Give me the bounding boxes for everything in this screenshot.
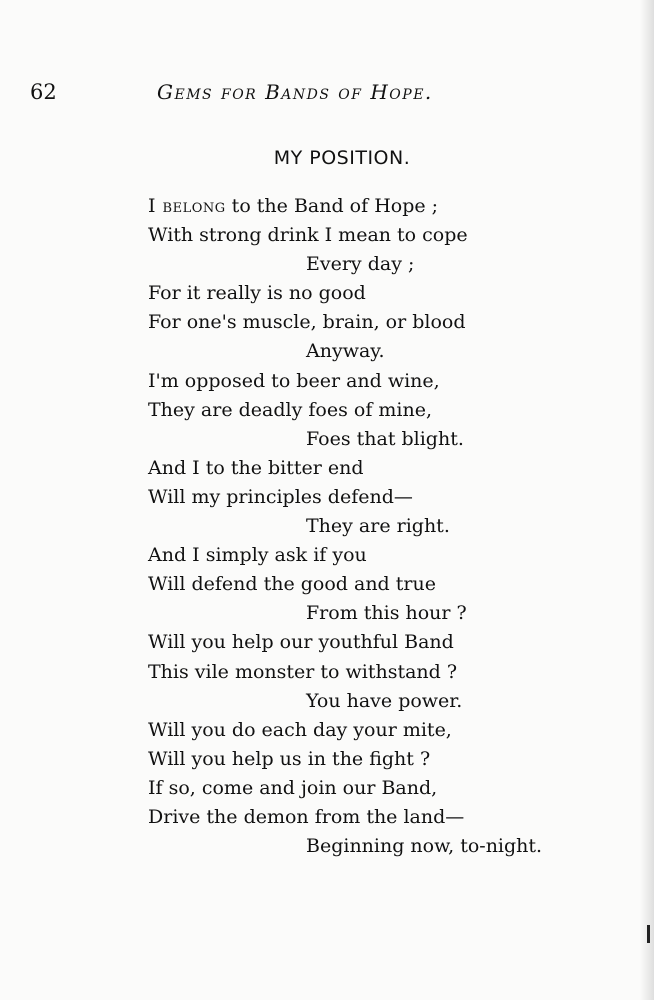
poem-line: For one's muscle, brain, or blood [148, 311, 466, 334]
poem-line: And I to the bitter end [148, 456, 364, 479]
poem-first-line-rest: to the Band of Hope ; [225, 195, 439, 217]
poem-line: If so, come and join our Band, [148, 776, 438, 799]
book-title: Gems for Bands of Hope. [157, 80, 433, 104]
poem-title: MY POSITION. [273, 147, 411, 169]
poem-line: With strong drink I mean to cope [148, 224, 468, 247]
poem-body [148, 192, 618, 861]
poem-line [148, 192, 618, 221]
page-edge-mark [647, 925, 650, 943]
running-head [0, 80, 654, 110]
poem-line: Anyway. [306, 340, 385, 363]
poem-line: For it really is no good [148, 282, 366, 305]
poem-line: From this hour ? [306, 602, 467, 625]
poem-line: Will you help our youthful Band [148, 631, 454, 654]
poem-line: I'm opposed to beer and wine, [148, 369, 440, 392]
poem-line: They are deadly foes of mine, [148, 398, 432, 421]
poem-line: Every day ; [306, 253, 415, 276]
poem-first-word: I belong [148, 195, 226, 217]
poem-line: Will my principles defend— [148, 485, 413, 508]
poem-line: Will defend the good and true [148, 573, 436, 596]
poem-line: Beginning now, to-night. [306, 835, 543, 858]
poem-line: Will you help us in the fight ? [148, 747, 431, 770]
poem-line: They are right. [306, 515, 450, 538]
poem-line: You have power. [306, 689, 463, 712]
page-number: 62 [30, 80, 57, 104]
poem-line: This vile monster to withstand ? [148, 660, 458, 683]
poem-line: Drive the demon from the land— [148, 805, 465, 828]
poem-line: Will you do each day your mite, [148, 718, 452, 741]
poem-line: And I simply ask if you [148, 544, 367, 567]
poem-line: Foes that blight. [306, 427, 464, 450]
